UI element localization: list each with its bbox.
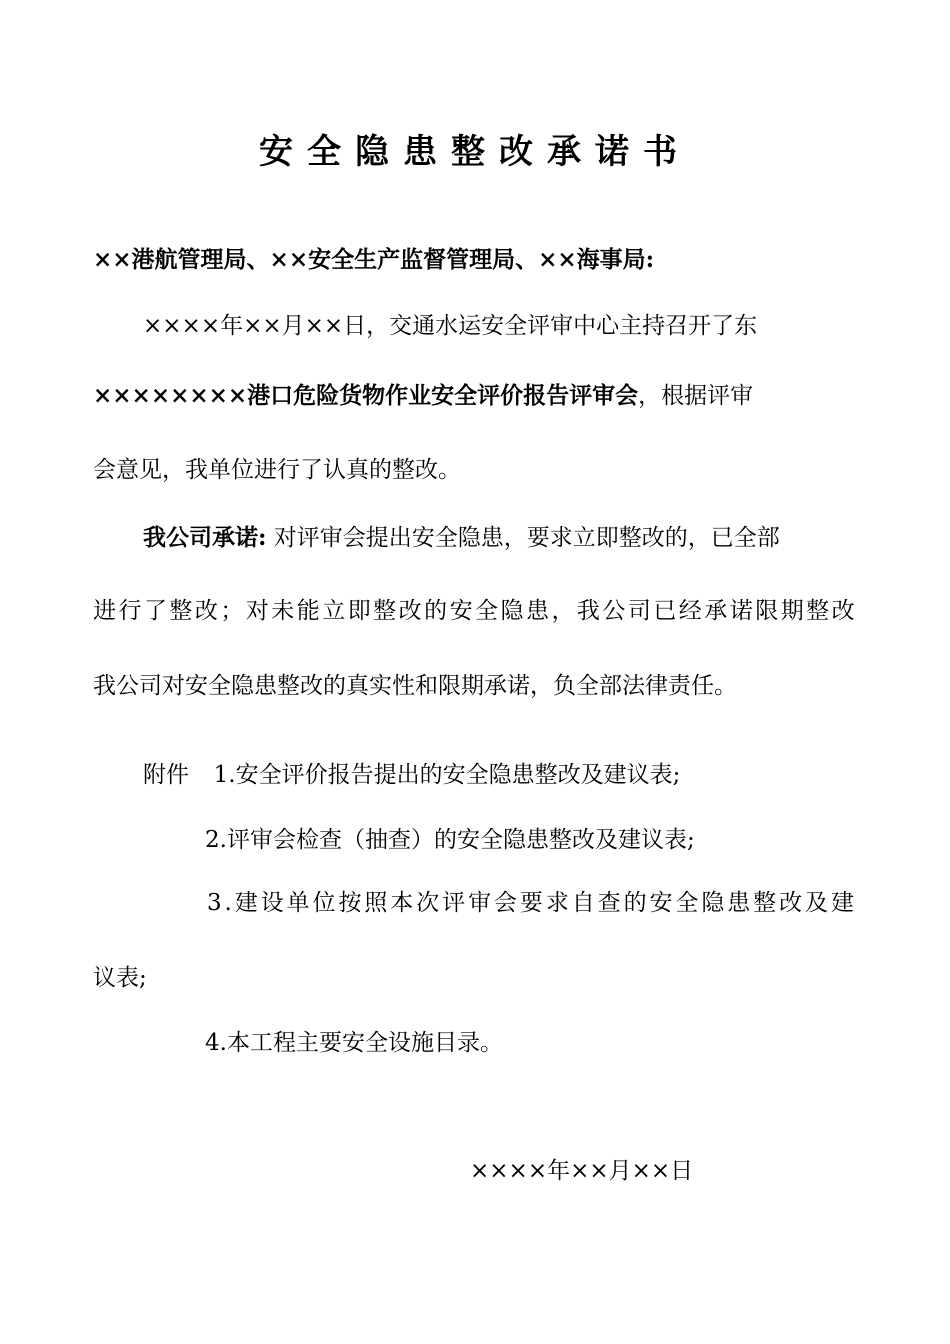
attachment-item3-line2: 议表;	[93, 965, 147, 991]
document-date: ××××年××月××日	[470, 1158, 694, 1184]
para1-line2-rest: ，根据评审	[638, 383, 754, 409]
attachment-item4: 4.本工程主要安全设施目录。	[205, 1030, 503, 1056]
attachment-item1-row	[143, 761, 680, 789]
attachment-item2: 2.评审会检查（抽查）的安全隐患整改及建议表;	[205, 827, 695, 853]
para1-line1-text: ××××年××月××日，交通水运安全评审中心主持召开了东	[143, 313, 758, 339]
commitment-lead: 我公司承诺:	[143, 524, 267, 551]
para1-line3: 会意见，我单位进行了认真的整改。	[93, 457, 461, 483]
addressee: ××港航管理局、××安全生产监督管理局、××海事局:	[93, 246, 655, 273]
para2-line1-rest: 对评审会提出安全隐患，要求立即整改的，已全部	[266, 525, 780, 551]
para2-line1	[143, 524, 857, 552]
attachment-item3-line1: 3.建设单位按照本次评审会要求自查的安全隐患整改及建	[207, 890, 857, 916]
document-title: 安全隐患整改承诺书	[259, 132, 691, 172]
attachment-item1: 1.安全评价报告提出的安全隐患整改及建议表;	[213, 762, 681, 788]
para2-line3: 我公司对安全隐患整改的真实性和限期承诺，负全部法律责任。	[93, 673, 737, 699]
attachments-label: 附件	[143, 762, 189, 788]
para1-line1	[143, 312, 857, 340]
meeting-name: ××××××××港口危险货物作业安全评价报告评审会	[93, 382, 639, 409]
para1-line2	[93, 382, 857, 410]
para2-line2: 进行了整改；对未能立即整改的安全隐患，我公司已经承诺限期整改	[93, 598, 858, 624]
